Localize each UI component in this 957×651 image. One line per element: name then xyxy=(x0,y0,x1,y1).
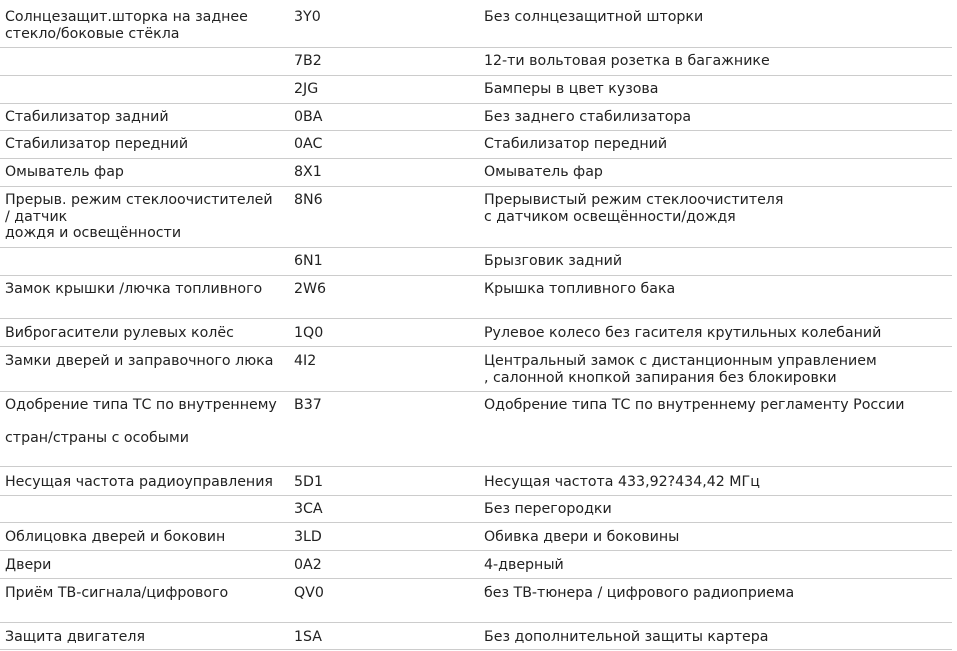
row-divider xyxy=(0,158,952,159)
row-divider xyxy=(0,346,952,347)
option-description: Стабилизатор передний xyxy=(484,136,668,152)
option-code: QV0 xyxy=(294,585,324,601)
option-code: 8X1 xyxy=(294,164,322,180)
row-divider xyxy=(0,495,952,496)
option-code: B37 xyxy=(294,397,322,413)
option-name: Одобрение типа ТС по внутреннему стран/страны с особыми xyxy=(5,397,277,446)
option-name: Стабилизатор передний xyxy=(5,136,189,152)
option-name: Двери xyxy=(5,557,52,573)
row-divider xyxy=(0,247,952,248)
option-description: Несущая частота 433,92?434,42 МГц xyxy=(484,474,760,490)
option-name: Облицовка дверей и боковин xyxy=(5,529,226,545)
option-description: без ТВ-тюнера / цифрового радиоприема xyxy=(484,585,795,601)
option-description: Одобрение типа ТС по внутреннему регламенту России xyxy=(484,397,905,413)
option-name: Прерыв. режим стеклоочистителей / датчик дождя и освещённости xyxy=(5,192,273,241)
option-description: Бамперы в цвет кузова xyxy=(484,81,659,97)
option-name: Замки дверей и заправочного люка xyxy=(5,353,274,369)
option-name: Виброгасители рулевых колёс xyxy=(5,325,234,341)
option-description: Без солнцезащитной шторки xyxy=(484,9,704,25)
option-code: 8N6 xyxy=(294,192,323,208)
row-divider xyxy=(0,186,952,187)
row-divider xyxy=(0,391,952,392)
option-code: 6N1 xyxy=(294,253,323,269)
option-name: Солнцезащит.шторка на заднее стекло/боковые стёкла xyxy=(5,9,248,42)
row-divider xyxy=(0,466,952,467)
option-description: Крышка топливного бака xyxy=(484,281,676,297)
option-code: 3LD xyxy=(294,529,322,545)
row-divider xyxy=(0,522,952,523)
row-divider xyxy=(0,649,952,650)
row-divider xyxy=(0,130,952,131)
row-divider xyxy=(0,47,952,48)
row-divider xyxy=(0,75,952,76)
row-divider xyxy=(0,318,952,319)
option-name: Защита двигателя xyxy=(5,629,145,645)
option-code: 0A2 xyxy=(294,557,322,573)
option-code: 3CA xyxy=(294,501,323,517)
option-code: 2W6 xyxy=(294,281,327,297)
option-description: Прерывистый режим стеклоочистителя с датчиком освещённости/дождя xyxy=(484,192,784,225)
row-divider xyxy=(0,550,952,551)
option-code: 0AC xyxy=(294,136,323,152)
option-description: Без заднего стабилизатора xyxy=(484,109,692,125)
row-divider xyxy=(0,578,952,579)
option-name: Омыватель фар xyxy=(5,164,124,180)
option-code: 2JG xyxy=(294,81,319,97)
row-divider xyxy=(0,103,952,104)
row-divider xyxy=(0,275,952,276)
option-code: 4I2 xyxy=(294,353,317,369)
option-name: Замок крышки /лючка топливного xyxy=(5,281,263,297)
option-name: Приём ТВ-сигнала/цифрового xyxy=(5,585,229,601)
option-code: 0BA xyxy=(294,109,323,125)
option-description: Брызговик задний xyxy=(484,253,623,269)
option-name: Несущая частота радиоуправления xyxy=(5,474,273,490)
row-divider xyxy=(0,622,952,623)
option-code: 5D1 xyxy=(294,474,323,490)
option-description: 12-ти вольтовая розетка в багажнике xyxy=(484,53,770,69)
option-description: Омыватель фар xyxy=(484,164,603,180)
option-code: 7B2 xyxy=(294,53,322,69)
option-description: Обивка двери и боковины xyxy=(484,529,680,545)
option-name: Стабилизатор задний xyxy=(5,109,169,125)
option-description: 4-дверный xyxy=(484,557,564,573)
option-description: Без перегородки xyxy=(484,501,612,517)
option-description: Без дополнительной защиты картера xyxy=(484,629,769,645)
option-code: 3Y0 xyxy=(294,9,321,25)
option-description: Рулевое колесо без гасителя крутильных колебаний xyxy=(484,325,882,341)
option-description: Центральный замок с дистанционным управлением , салонной кнопкой запирания без блокировки xyxy=(484,353,877,386)
option-code: 1Q0 xyxy=(294,325,324,341)
option-code: 1SA xyxy=(294,629,323,645)
